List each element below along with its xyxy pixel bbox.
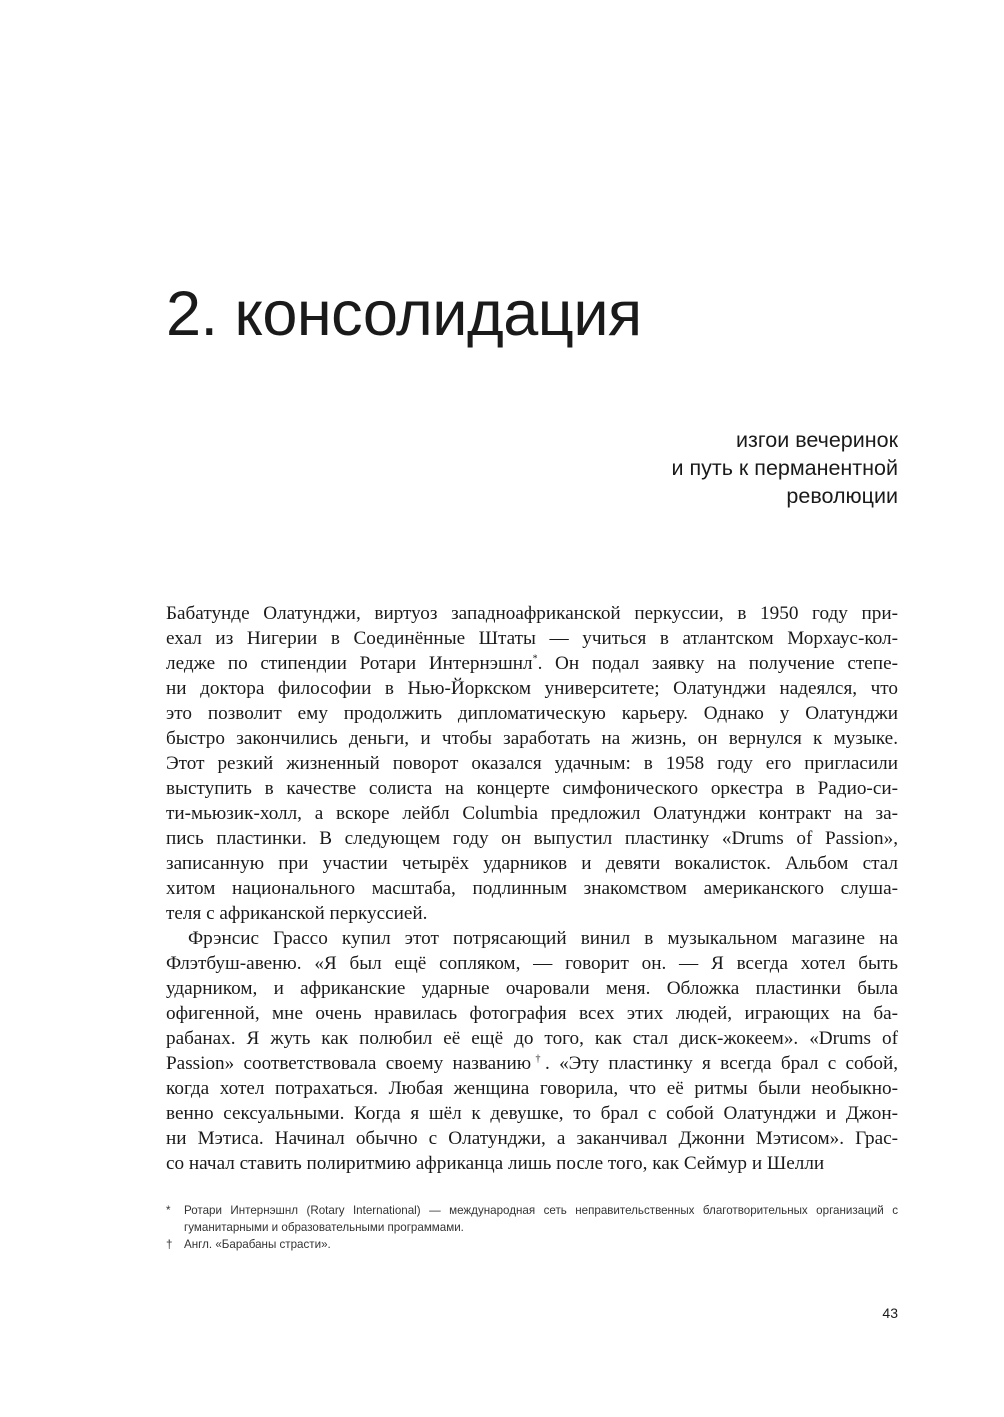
text-line	[166, 1051, 898, 1076]
text-line: Бабатунде Олатунджи, виртуоз западноафриканской перкуссии, в 1950 году при-	[166, 603, 898, 624]
text-line: записанную при участии четырёх ударников и девяти вокалисток. Альбом стал	[166, 853, 898, 874]
footnote-ref[interactable]: †	[531, 1053, 546, 1065]
text-segment: Passion» соответствовала своему названию	[166, 1053, 532, 1074]
text-line: ти-мьюзик-холл, а вскоре лейбл Columbia предложил Олатунджи контракт на за-	[166, 803, 898, 824]
text-line	[166, 651, 898, 676]
text-line: это позволит ему продолжить дипломатическую карьеру. Однако у Олатунджи	[166, 703, 898, 724]
subtitle-line: изгои вечеринок	[736, 428, 898, 452]
footnote-text: Ротари Интернэшнл (Rotary International) — международная сеть неправительственных благотворительных организаций с гуманитарными и образовательными программами.	[184, 1204, 898, 1234]
footnote	[166, 1236, 898, 1253]
text-segment: . Он подал заявку на получение степе-	[537, 653, 898, 674]
text-line: теля с африканской перкуссией.	[166, 903, 428, 924]
text-line: выступить в качестве солиста на концерте симфонического оркестра в Радио-си-	[166, 778, 898, 799]
text-line: Этот резкий жизненный поворот оказался удачным: в 1958 году его пригласили	[166, 753, 898, 774]
footnote	[166, 1202, 898, 1236]
text-line: Фрэнсис Грассо купил этот потрясающий винил в музыкальном магазине на	[188, 928, 898, 949]
footnote-text: Англ. «Барабаны страсти».	[184, 1238, 331, 1251]
text-line: со начал ставить полиритмию африканца лишь после того, как Сеймур и Шелли	[166, 1153, 825, 1174]
subtitle-line: и путь к перманентной	[671, 456, 898, 480]
footnotes	[166, 1202, 898, 1253]
text-line: ни доктора философии в Нью-Йоркском университете; Олатунджи надеялся, что	[166, 678, 898, 699]
page-number: 43	[882, 1305, 898, 1321]
subtitle-line: революции	[786, 484, 898, 508]
text-segment: . «Эту пластинку я всегда брал с собой,	[545, 1053, 899, 1074]
text-segment: ледже по стипендии Ротари Интернэшнл	[166, 653, 533, 674]
text-line: ехал из Нигерии в Соединённые Штаты — учиться в атлантском Морхаус-кол-	[166, 628, 898, 649]
text-line: ни Мэтиса. Начинал обычно с Олатунджи, а заканчивал Джонни Мэтисом». Грас-	[166, 1128, 898, 1149]
text-line: Флэтбуш-авеню. «Я был ещё сопляком, — говорит он. — Я всегда хотел быть	[166, 953, 898, 974]
chapter-title: 2. консолидация	[166, 279, 642, 349]
text-line: венно сексуальными. Когда я шёл к девушке, то брал с собой Олатунджи и Джон-	[166, 1103, 898, 1124]
text-line: ударником, и африканские ударные очаровали меня. Обложка пластинки была	[166, 978, 898, 999]
footnote-mark: †	[166, 1238, 173, 1251]
text-line: офигенной, мне очень нравилась фотография всех этих людей, играющих на ба-	[166, 1003, 898, 1024]
text-line: рабанах. Я жуть как полюбил её ещё до того, как стал диск-жокеем». «Drums of	[166, 1028, 898, 1049]
text-line: быстро закончились деньги, и чтобы заработать на жизнь, он вернулся к музыке.	[166, 728, 898, 749]
text-line: когда хотел потрахаться. Любая женщина говорила, что её ритмы были необыкно-	[166, 1078, 898, 1099]
text-line: пись пластинки. В следующем году он выпустил пластинку «Drums of Passion»,	[166, 828, 898, 849]
chapter-subtitle	[672, 426, 898, 510]
text-line: хитом национального масштаба, подлинным знакомством американского слуша-	[166, 878, 898, 899]
footnote-ref[interactable]: *	[532, 653, 538, 665]
footnote-mark: *	[166, 1204, 171, 1217]
body-text	[166, 601, 898, 1176]
